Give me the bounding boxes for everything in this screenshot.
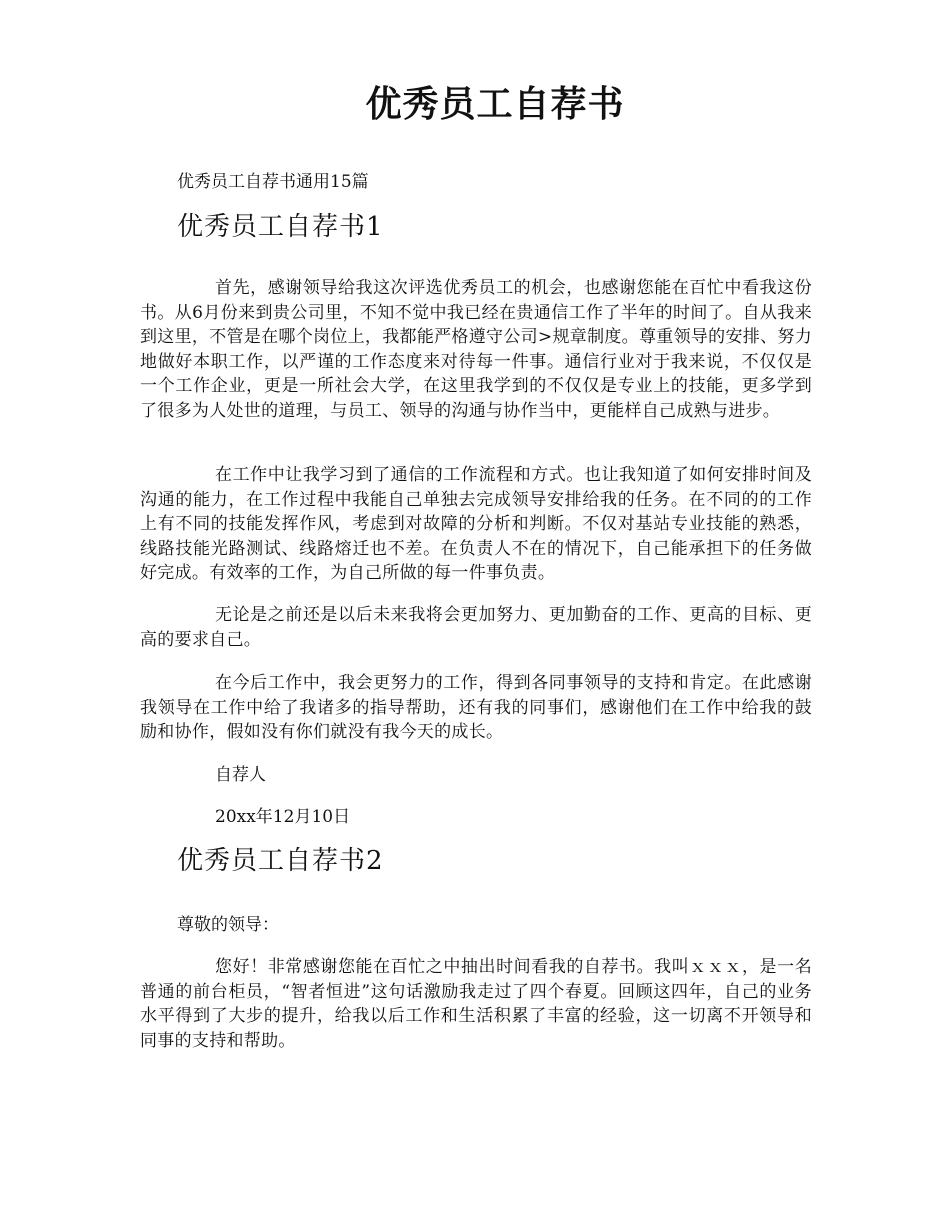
- section-1-paragraph-1: 首先，感谢领导给我这次评选优秀员工的机会，也感谢您能在百忙中看我这份 书。从6月份来到贵公司里，不知不觉中我已经在贵通信工作了半年的时间了。自从我来到这里，不管是在哪个岗位上，我都能严格遵守公司>规章制度。尊重领导的安排、努力地做好本职工作，以严谨的工作态度来对待每一件事。通信行业对于我来说，不仅仅是一个工作企业，更是一所社会大学，在这里我学到的不仅仅是专业上的技能，更多学到了很多为人处世的道理，与员工、领导的沟通与协作当中，更能样自己成熟与进步。: [140, 278, 812, 421]
- signer-label: 自荐人: [215, 765, 266, 785]
- section-heading-2: 优秀员工自荐书2: [177, 846, 384, 876]
- section-1-paragraph-2: 在工作中让我学习到了通信的工作流程和方式。也让我知道了如何安排时间及沟通的能力，在工作过程中我能自己单独去完成领导安排给我的任务。在不同的的工作上有不同的技能发挥作风，考虑到对故障的分析和判断。不仅对基站专业技能的熟悉，线路技能光路测试、线路熔迁也不差。在负责人不在的情况下，自己能承担下的任务做好完成。有效率的工作，为自己所做的每一件事负责。: [140, 465, 812, 583]
- section-1-paragraph-4: 在今后工作中，我会更努力的工作，得到各同事领导的支持和肯定。在此感谢我领导在工作中给了我诸多的指导帮助，还有我的同事们，感谢他们在工作中给我的鼓励和协作，假如没有你们就没有我今天的成长。: [140, 673, 812, 742]
- section-heading-1: 优秀员工自荐书1: [177, 212, 384, 242]
- salutation: 尊敬的领导：: [177, 915, 279, 935]
- section-1-paragraph-3: 无论是之前还是以后未来我将会更加努力、更加勤奋的工作、更高的目标、更高的要求自己。: [140, 605, 812, 650]
- section-2-paragraph-1: 您好！非常感谢您能在百忙之中抽出时间看我的自荐书。我叫ｘｘｘ，是一名普通的前台柜员，“智者恒进”这句话激励我走过了四个春夏。回顾这四年，自己的业务水平得到了大步的提升，给我以后工作和生活积累了丰富的经验，这一切离不开领导和同事的支持和帮助。: [140, 957, 812, 1051]
- document-subtitle: 优秀员工自荐书通用15篇: [177, 172, 369, 192]
- signature-date: 20xx年12月10日: [215, 807, 351, 827]
- document-title: 优秀员工自荐书: [365, 83, 625, 125]
